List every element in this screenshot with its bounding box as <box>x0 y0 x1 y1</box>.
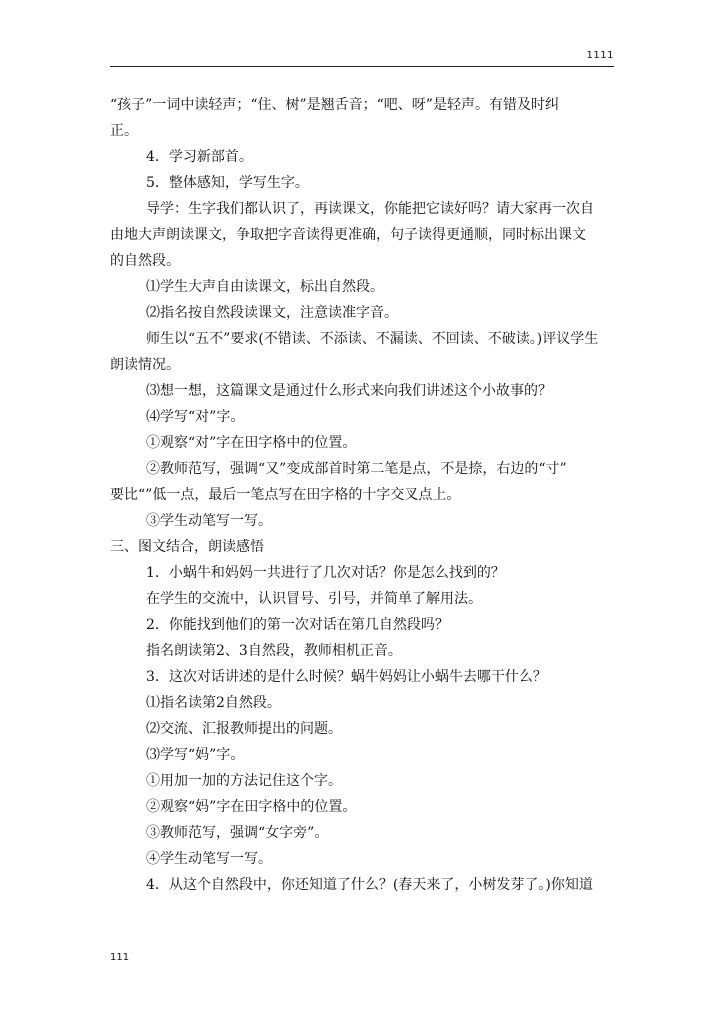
text-line: ⑵交流、汇报教师提出的问题。 <box>146 721 342 737</box>
text-line: ③教师范写，强调“女字旁”。 <box>146 825 329 841</box>
text-line: 指名朗读第2、3自然段，教师相机正音。 <box>146 643 402 659</box>
text-line: ④学生动笔写一写。 <box>146 851 272 867</box>
text-line: ⑵指名按自然段读课文，注意读准字音。 <box>146 305 398 321</box>
text-line: 3．这次对话讲述的是什么时候？蜗牛妈妈让小蜗牛去哪干什么？ <box>146 669 547 685</box>
text-line: ⑶想一想，这篇课文是通过什么形式来向我们讲述这个小故事的？ <box>146 383 552 399</box>
text-line: 三、图文结合，朗读感悟 <box>110 539 264 555</box>
text-line: 5．整体感知，学写生字。 <box>146 175 309 191</box>
text-line: 朗读情况。 <box>110 357 180 373</box>
text-line: 1．小蜗牛和妈妈一共进行了几次对话？你是怎么找到的？ <box>146 565 505 581</box>
text-line: ①用加一加的方法记住这个字。 <box>146 773 342 789</box>
text-line: ⑷学写“对”字。 <box>146 409 245 425</box>
text-line: 要比“”低一点，最后一笔点写在田字格的十字交叉点上。 <box>110 487 461 503</box>
footer-page-number: 111 <box>110 952 130 963</box>
text-line: 正。 <box>110 123 138 139</box>
text-line: ②教师范写，强调“又”变成部首时第二笔是点，不是捺，右边的“寸” <box>146 461 567 477</box>
document-body <box>110 92 614 898</box>
text-line: 导学：生字我们都认识了，再读课文，你能把它读好吗？请大家再一次自 <box>146 201 594 217</box>
text-line: ②观察“妈”字在田字格中的位置。 <box>146 799 357 815</box>
text-line: 师生以“五不”要求(不错读、不添读、不漏读、不回读、不破读。)评议学生 <box>146 331 599 347</box>
header-rule <box>110 66 614 67</box>
text-line: 4．学习新部首。 <box>146 149 253 165</box>
text-line: ③学生动笔写一写。 <box>146 513 272 529</box>
text-line: 2．你能找到他们的第一次对话在第几自然段吗？ <box>146 617 449 633</box>
text-line: 4．从这个自然段中，你还知道了什么？(春天来了，小树发芽了。)你知道 <box>146 877 593 893</box>
text-line: 在学生的交流中，认识冒号、引号，并简单了解用法。 <box>146 591 482 607</box>
text-line: 由地大声朗读课文，争取把字音读得更准确，句子读得更通顺，同时标出课文 <box>110 227 586 243</box>
text-line: 的自然段。 <box>110 253 180 269</box>
text-line: ⑴指名读第2自然段。 <box>146 695 281 711</box>
text-line: ⑶学写“妈”字。 <box>146 747 245 763</box>
text-line: “孩子”一词中读轻声；“住、树”是翘舌音；“吧、呀”是轻声。有错及时纠 <box>110 97 559 113</box>
text-line: ①观察“对”字在田字格中的位置。 <box>146 435 357 451</box>
header-page-number: 1111 <box>586 50 614 61</box>
text-line: ⑴学生大声自由读课文，标出自然段。 <box>146 279 384 295</box>
